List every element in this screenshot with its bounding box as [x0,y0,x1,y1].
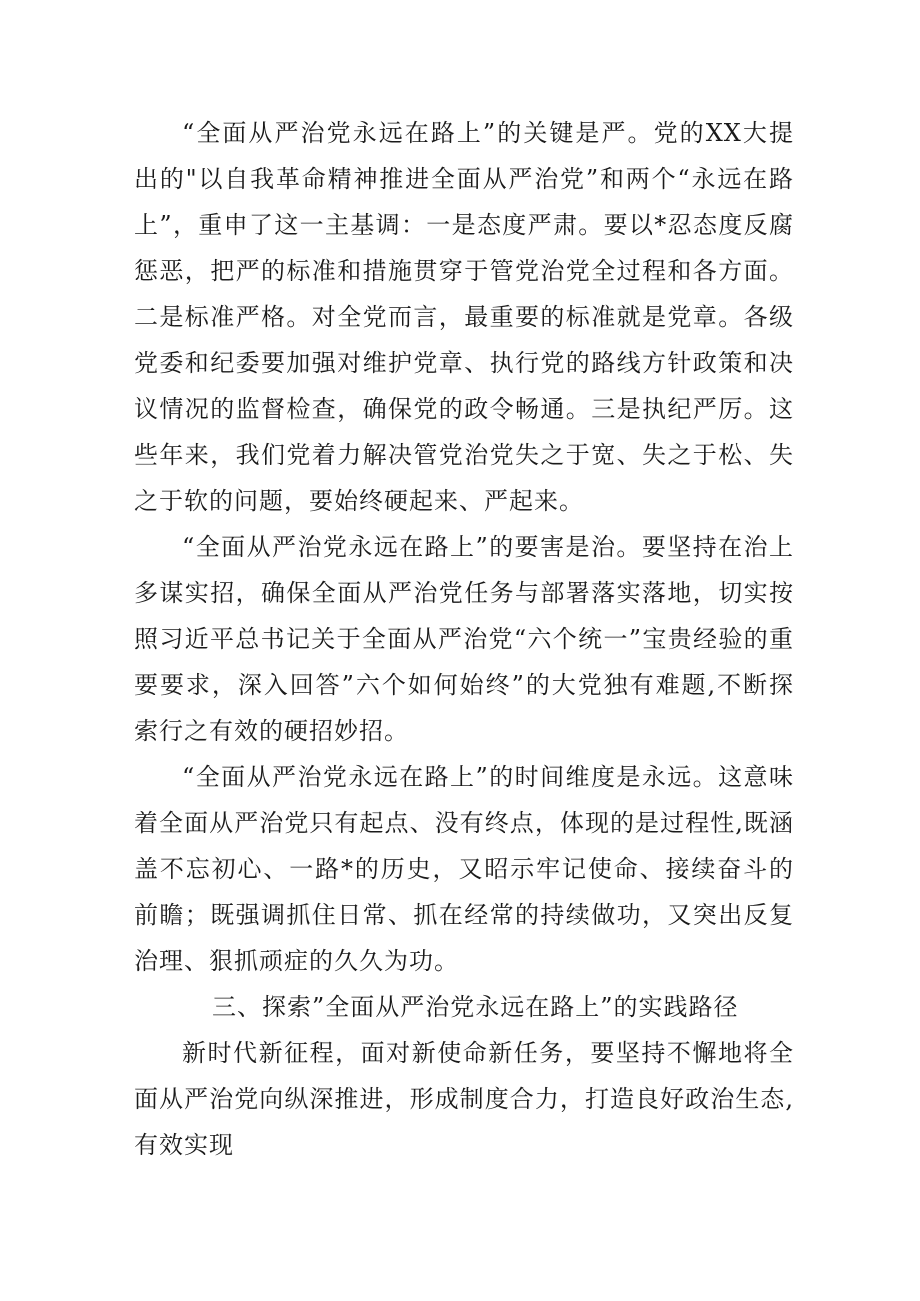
section-heading: 三、探索”全面从严治党永远在路上”的实践路径 [212,993,739,1021]
paragraph-new-era: 新时代新征程，面对新使命新任务，要坚持不懈地将全面从严治党向纵深推进，形成制度合力，打造良好政治生态,有效实现 [134,1039,794,1159]
document-body [134,110,794,1168]
paragraph-key-is-strict: “全面从严治党永远在路上”的关键是严。党的XX大提出的"以自我革命精神推进全面从严治党”和两个“永远在路上”，重申了这一主基调：一是态度严肃。要以*忍态度反腐惩恶，把严的标准和措施贯穿于管党治党全过程和各方面。二是标准严格。对全党而言，最重要的标准就是党章。各级党委和纪委要加强对维护党章、执行党的路线方针政策和决议情况的监督检查，确保党的政令畅通。三是执纪严厉。这些年来，我们党着力解决管党治党失之于宽、失之于松、失之于软的问题，要始终硬起来、严起来。 [134,119,794,515]
paragraph-crux-is-governance: “全面从严治党永远在路上”的要害是治。要坚持在治上多谋实招，确保全面从严治党任务与部署落实落地，切实按照习近平总书记关于全面从严治党“六个统一”宝贵经验的重要要求，深入回答”六个如何始终”的大党独有难题,不断探索行之有效的硬招妙招。 [134,533,794,745]
paragraph-time-dimension: “全面从严治党永远在路上”的时间维度是永远。这意味着全面从严治党只有起点、没有终点，体现的是过程性,既涵盖不忘初心、一路*的历史，又昭示牢记使命、接续奋斗的前瞻；既强调抓住日常、抓在经常的持续做功，又突出反复治理、狠抓顽症的久久为功。 [134,763,794,975]
